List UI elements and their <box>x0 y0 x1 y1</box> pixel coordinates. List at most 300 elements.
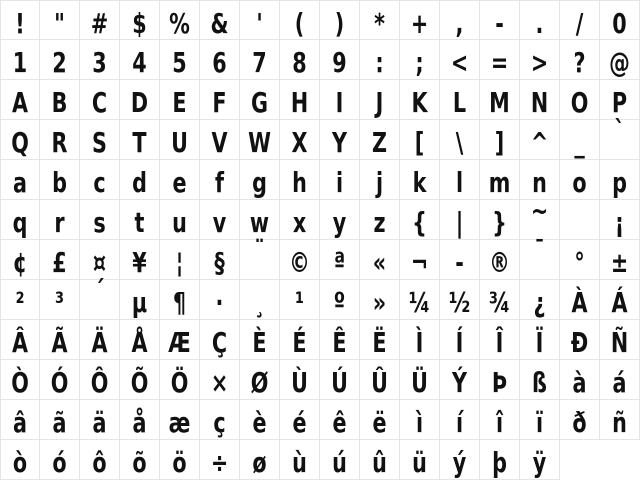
glyph-char: X <box>291 126 308 159</box>
glyph-char: 9 <box>332 46 347 79</box>
glyph-char: v <box>212 206 227 239</box>
glyph-cell[interactable] <box>160 160 200 200</box>
glyph-cell[interactable] <box>320 200 360 240</box>
glyph-cell[interactable] <box>80 400 120 440</box>
glyph-cell[interactable] <box>240 400 280 440</box>
glyph-cell[interactable] <box>280 240 320 280</box>
glyph-cell[interactable] <box>240 440 280 480</box>
glyph-cell[interactable] <box>400 440 440 480</box>
glyph-cell[interactable] <box>120 120 160 160</box>
glyph-cell[interactable] <box>480 240 520 280</box>
glyph-cell[interactable] <box>320 80 360 120</box>
glyph-char: * <box>374 7 385 40</box>
glyph-char: ; <box>415 46 424 79</box>
glyph-cell[interactable] <box>440 360 480 400</box>
glyph-cell[interactable] <box>440 120 480 160</box>
glyph-char: + <box>410 7 429 40</box>
glyph-char: ð <box>572 406 587 439</box>
glyph-cell[interactable] <box>520 440 560 480</box>
glyph-cell[interactable] <box>400 240 440 280</box>
glyph-cell[interactable] <box>240 80 280 120</box>
glyph-cell[interactable] <box>600 280 640 320</box>
glyph-char: Î <box>495 326 504 359</box>
glyph-cell[interactable] <box>80 40 120 80</box>
glyph-cell[interactable] <box>80 0 120 40</box>
glyph-cell[interactable] <box>440 200 480 240</box>
glyph-cell[interactable] <box>120 320 160 360</box>
glyph-cell[interactable] <box>40 40 80 80</box>
glyph-char: ³ <box>54 286 65 319</box>
glyph-cell[interactable] <box>80 120 120 160</box>
glyph-char: / <box>575 7 584 40</box>
glyph-char: Ë <box>372 326 387 359</box>
glyph-cell[interactable] <box>480 320 520 360</box>
glyph-char: Ù <box>291 366 308 399</box>
glyph-cell[interactable] <box>360 120 400 160</box>
glyph-cell[interactable] <box>520 360 560 400</box>
glyph-char: ñ <box>612 406 627 439</box>
glyph-cell[interactable] <box>440 40 480 80</box>
glyph-char: K <box>411 86 428 119</box>
glyph-cell[interactable] <box>0 200 40 240</box>
glyph-cell[interactable] <box>160 360 200 400</box>
glyph-char: m <box>488 166 511 199</box>
glyph-char: ÷ <box>210 446 229 479</box>
glyph-cell[interactable] <box>240 234 280 280</box>
glyph-cell[interactable] <box>280 160 320 200</box>
glyph-cell[interactable] <box>280 120 320 160</box>
glyph-char: [ <box>414 126 425 159</box>
glyph-cell[interactable] <box>360 200 400 240</box>
glyph-cell[interactable] <box>320 440 360 480</box>
glyph-cell[interactable] <box>200 400 240 440</box>
glyph-char: ù <box>292 446 307 479</box>
glyph-char: ¯ <box>534 234 545 267</box>
glyph-cell[interactable] <box>80 440 120 480</box>
glyph-cell[interactable] <box>160 240 200 280</box>
glyph-char: · <box>215 286 224 319</box>
glyph-char: Ö <box>170 366 189 399</box>
glyph-cell[interactable] <box>400 160 440 200</box>
glyph-cell[interactable] <box>520 234 560 280</box>
glyph-char: â <box>13 406 27 439</box>
glyph-char: à <box>572 366 587 399</box>
glyph-cell[interactable] <box>360 160 400 200</box>
glyph-cell[interactable] <box>560 400 600 440</box>
glyph-cell[interactable] <box>160 200 200 240</box>
glyph-cell[interactable] <box>280 400 320 440</box>
glyph-cell[interactable] <box>0 240 40 280</box>
glyph-cell[interactable] <box>600 160 640 200</box>
glyph-cell[interactable] <box>360 80 400 120</box>
glyph-char: W <box>248 126 271 159</box>
glyph-char: º <box>333 286 346 319</box>
glyph-cell[interactable] <box>520 40 560 80</box>
glyph-char: Ã <box>51 326 68 359</box>
glyph-cell[interactable] <box>320 240 360 280</box>
glyph-char: ¬ <box>410 246 429 279</box>
glyph-cell[interactable] <box>400 280 440 320</box>
glyph-cell[interactable] <box>560 280 600 320</box>
glyph-cell[interactable] <box>200 240 240 280</box>
glyph-cell[interactable] <box>200 360 240 400</box>
glyph-cell[interactable] <box>320 160 360 200</box>
glyph-char: ã <box>52 406 67 439</box>
glyph-char: 7 <box>252 46 267 79</box>
glyph-cell[interactable] <box>200 320 240 360</box>
glyph-char: N <box>530 86 549 119</box>
glyph-char: é <box>292 406 307 439</box>
glyph-cell[interactable] <box>520 320 560 360</box>
glyph-cell[interactable] <box>280 200 320 240</box>
glyph-cell[interactable] <box>120 0 160 40</box>
glyph-cell[interactable] <box>0 400 40 440</box>
glyph-char: f <box>214 166 225 199</box>
glyph-char: × <box>210 366 229 399</box>
glyph-char: ¢ <box>12 246 28 279</box>
glyph-cell[interactable] <box>480 160 520 200</box>
glyph-char: o <box>572 166 587 199</box>
glyph-cell[interactable] <box>320 0 360 40</box>
glyph-cell[interactable] <box>560 200 600 240</box>
glyph-cell[interactable] <box>440 160 480 200</box>
glyph-cell[interactable] <box>200 0 240 40</box>
glyph-char: J <box>375 86 384 119</box>
glyph-cell[interactable] <box>200 160 240 200</box>
glyph-cell[interactable] <box>320 120 360 160</box>
glyph-char: ò <box>12 446 28 479</box>
glyph-cell[interactable] <box>440 240 480 280</box>
glyph-char: . <box>535 7 544 40</box>
glyph-char: Q <box>11 126 29 159</box>
glyph-char: ¶ <box>172 286 187 319</box>
glyph-cell[interactable] <box>360 360 400 400</box>
glyph-cell[interactable] <box>40 200 80 240</box>
glyph-char: x <box>292 206 307 239</box>
glyph-cell[interactable] <box>320 40 360 80</box>
glyph-cell[interactable] <box>560 40 600 80</box>
glyph-char: z <box>373 206 386 239</box>
glyph-char: q <box>12 206 28 239</box>
glyph-cell[interactable] <box>80 274 120 320</box>
glyph-cell[interactable] <box>280 440 320 480</box>
glyph-char: Û <box>371 366 388 399</box>
glyph-cell[interactable] <box>480 0 520 40</box>
glyph-char: { <box>412 206 427 239</box>
glyph-cell[interactable] <box>120 360 160 400</box>
glyph-cell[interactable] <box>200 40 240 80</box>
glyph-cell[interactable] <box>0 0 40 40</box>
glyph-cell[interactable] <box>280 80 320 120</box>
glyph-cell[interactable] <box>600 200 640 240</box>
glyph-cell[interactable] <box>80 360 120 400</box>
glyph-cell[interactable] <box>400 320 440 360</box>
glyph-cell[interactable] <box>80 160 120 200</box>
glyph-char: 0 <box>612 7 627 40</box>
glyph-cell[interactable] <box>160 0 200 40</box>
glyph-cell[interactable] <box>200 280 240 320</box>
glyph-char: & <box>210 7 229 40</box>
glyph-cell[interactable] <box>40 80 80 120</box>
glyph-cell[interactable] <box>480 360 520 400</box>
glyph-char: E <box>172 86 187 119</box>
glyph-cell[interactable] <box>520 0 560 40</box>
glyph-cell[interactable] <box>40 0 80 40</box>
glyph-cell[interactable] <box>0 40 40 80</box>
glyph-char: s <box>93 206 106 239</box>
glyph-cell[interactable] <box>480 280 520 320</box>
glyph-char: © <box>289 246 310 279</box>
glyph-cell[interactable] <box>560 80 600 120</box>
glyph-cell[interactable] <box>120 400 160 440</box>
glyph-cell[interactable] <box>440 400 480 440</box>
glyph-cell[interactable] <box>360 40 400 80</box>
glyph-cell[interactable] <box>240 160 280 200</box>
glyph-cell[interactable] <box>600 240 640 280</box>
glyph-char: Â <box>11 326 29 359</box>
glyph-cell[interactable] <box>440 0 480 40</box>
glyph-cell[interactable] <box>120 80 160 120</box>
glyph-cell[interactable] <box>480 200 520 240</box>
glyph-char: ø <box>252 446 267 479</box>
glyph-char: H <box>290 86 309 119</box>
glyph-cell[interactable] <box>200 200 240 240</box>
glyph-cell[interactable] <box>0 120 40 160</box>
glyph-char: ½ <box>448 286 471 319</box>
glyph-char: ó <box>52 446 67 479</box>
glyph-char: ü <box>412 446 427 479</box>
glyph-char: y <box>332 206 347 239</box>
glyph-cell[interactable] <box>440 280 480 320</box>
glyph-char: Ø <box>250 366 269 399</box>
glyph-char: i <box>335 166 344 199</box>
glyph-cell[interactable] <box>400 40 440 80</box>
glyph-char: - <box>495 7 504 40</box>
glyph-cell[interactable] <box>40 320 80 360</box>
glyph-cell[interactable] <box>560 440 600 480</box>
glyph-char: ÿ <box>532 446 547 479</box>
glyph-cell[interactable] <box>360 320 400 360</box>
glyph-cell[interactable] <box>160 440 200 480</box>
glyph-cell[interactable] <box>0 280 40 320</box>
glyph-cell[interactable] <box>200 120 240 160</box>
glyph-char: Ó <box>50 366 69 399</box>
glyph-char: O <box>570 86 589 119</box>
glyph-cell[interactable] <box>560 120 600 160</box>
glyph-char: ® <box>489 246 510 279</box>
glyph-cell[interactable] <box>280 0 320 40</box>
glyph-cell[interactable] <box>0 80 40 120</box>
glyph-cell[interactable] <box>160 120 200 160</box>
glyph-cell[interactable] <box>120 240 160 280</box>
glyph-cell[interactable] <box>360 0 400 40</box>
glyph-cell[interactable] <box>120 280 160 320</box>
glyph-cell[interactable] <box>600 400 640 440</box>
glyph-char: Ç <box>211 326 228 359</box>
glyph-cell[interactable] <box>600 40 640 80</box>
glyph-char: ¤ <box>92 246 107 279</box>
glyph-cell[interactable] <box>600 360 640 400</box>
glyph-cell[interactable] <box>40 400 80 440</box>
glyph-char: ± <box>610 246 629 279</box>
glyph-cell[interactable] <box>0 320 40 360</box>
glyph-cell[interactable] <box>120 160 160 200</box>
glyph-char: " <box>54 7 65 40</box>
glyph-char: ª <box>333 246 346 279</box>
glyph-char: k <box>412 166 427 199</box>
glyph-cell[interactable] <box>440 440 480 480</box>
glyph-char: å <box>132 406 147 439</box>
glyph-cell[interactable] <box>80 200 120 240</box>
glyph-char: p <box>612 166 627 199</box>
glyph-cell[interactable] <box>160 400 200 440</box>
glyph-cell[interactable] <box>520 80 560 120</box>
glyph-cell[interactable] <box>600 320 640 360</box>
glyph-cell[interactable] <box>400 200 440 240</box>
glyph-cell[interactable] <box>520 280 560 320</box>
glyph-char: ç <box>213 406 226 439</box>
glyph-cell[interactable] <box>240 120 280 160</box>
glyph-cell[interactable] <box>480 120 520 160</box>
glyph-cell[interactable] <box>520 120 560 160</box>
glyph-char: T <box>132 126 147 159</box>
glyph-cell[interactable] <box>560 0 600 40</box>
glyph-char: M <box>489 86 510 119</box>
glyph-char: » <box>372 286 387 319</box>
glyph-char: § <box>214 246 225 279</box>
glyph-char: w <box>249 206 270 239</box>
glyph-cell[interactable] <box>120 440 160 480</box>
glyph-cell[interactable] <box>480 440 520 480</box>
glyph-cell[interactable] <box>160 280 200 320</box>
glyph-cell[interactable] <box>360 280 400 320</box>
glyph-char: « <box>372 246 387 279</box>
glyph-cell[interactable] <box>400 80 440 120</box>
glyph-cell[interactable] <box>320 400 360 440</box>
glyph-char: Ñ <box>610 326 629 359</box>
glyph-cell[interactable] <box>40 120 80 160</box>
glyph-cell[interactable] <box>320 320 360 360</box>
glyph-cell[interactable] <box>360 400 400 440</box>
glyph-char: ï <box>535 406 544 439</box>
glyph-cell[interactable] <box>360 240 400 280</box>
glyph-char: ý <box>452 446 467 479</box>
glyph-cell[interactable] <box>600 114 640 160</box>
glyph-char: ° <box>574 246 585 279</box>
glyph-cell[interactable] <box>160 40 200 80</box>
glyph-char: Õ <box>130 366 149 399</box>
glyph-cell[interactable] <box>280 280 320 320</box>
glyph-cell[interactable] <box>280 320 320 360</box>
glyph-cell[interactable] <box>160 320 200 360</box>
glyph-cell[interactable] <box>240 40 280 80</box>
glyph-char: F <box>212 86 227 119</box>
glyph-cell[interactable] <box>80 320 120 360</box>
glyph-cell[interactable] <box>40 440 80 480</box>
glyph-char: ê <box>332 406 347 439</box>
glyph-cell[interactable] <box>40 160 80 200</box>
glyph-char: g <box>252 166 267 199</box>
glyph-cell[interactable] <box>520 400 560 440</box>
glyph-cell[interactable] <box>480 40 520 80</box>
glyph-cell[interactable] <box>560 160 600 200</box>
glyph-cell[interactable] <box>0 360 40 400</box>
glyph-cell[interactable] <box>120 200 160 240</box>
glyph-char: C <box>91 86 108 119</box>
glyph-cell[interactable] <box>200 440 240 480</box>
glyph-char: Ý <box>451 366 468 399</box>
glyph-cell[interactable] <box>560 240 600 280</box>
glyph-cell[interactable] <box>160 80 200 120</box>
glyph-char: Y <box>331 126 348 159</box>
glyph-cell[interactable] <box>320 280 360 320</box>
glyph-char: ¸ <box>254 286 265 319</box>
glyph-char: I <box>335 86 344 119</box>
glyph-char: P <box>611 86 628 119</box>
glyph-char: - <box>455 246 464 279</box>
glyph-cell[interactable] <box>40 360 80 400</box>
glyph-cell[interactable] <box>400 0 440 40</box>
glyph-char: _ <box>574 126 585 159</box>
glyph-cell[interactable] <box>280 360 320 400</box>
glyph-char: b <box>52 166 67 199</box>
glyph-char: á <box>612 366 627 399</box>
glyph-char: þ <box>492 446 507 479</box>
glyph-char: d <box>132 166 147 199</box>
glyph-char: 8 <box>292 46 307 79</box>
glyph-char: ? <box>573 46 586 79</box>
glyph-cell[interactable] <box>200 80 240 120</box>
glyph-cell[interactable] <box>240 0 280 40</box>
glyph-cell[interactable] <box>40 240 80 280</box>
glyph-cell[interactable] <box>280 40 320 80</box>
glyph-cell[interactable] <box>0 160 40 200</box>
glyph-char: j <box>375 166 384 199</box>
glyph-cell[interactable] <box>600 0 640 40</box>
glyph-cell[interactable] <box>560 360 600 400</box>
glyph-cell[interactable] <box>360 440 400 480</box>
glyph-cell[interactable] <box>440 80 480 120</box>
glyph-cell[interactable] <box>240 280 280 320</box>
glyph-char: D <box>130 86 149 119</box>
glyph-cell[interactable] <box>40 280 80 320</box>
glyph-cell[interactable] <box>400 360 440 400</box>
glyph-cell[interactable] <box>240 360 280 400</box>
glyph-cell[interactable] <box>440 320 480 360</box>
glyph-char: û <box>372 446 387 479</box>
glyph-cell[interactable] <box>240 320 280 360</box>
glyph-cell[interactable] <box>80 80 120 120</box>
glyph-cell[interactable] <box>560 320 600 360</box>
glyph-cell[interactable] <box>480 400 520 440</box>
glyph-char: æ <box>168 406 191 439</box>
glyph-char: R <box>51 126 68 159</box>
glyph-char: ] <box>494 126 505 159</box>
glyph-cell[interactable] <box>600 440 640 480</box>
glyph-char: ( <box>294 7 305 40</box>
glyph-cell[interactable] <box>480 80 520 120</box>
glyph-char: ä <box>92 406 107 439</box>
glyph-cell[interactable] <box>120 40 160 80</box>
glyph-cell[interactable] <box>320 360 360 400</box>
glyph-char: l <box>455 166 464 199</box>
glyph-char: # <box>90 7 109 40</box>
glyph-char: Ï <box>535 326 544 359</box>
glyph-cell[interactable] <box>400 400 440 440</box>
glyph-cell[interactable] <box>0 440 40 480</box>
glyph-char: Ä <box>91 326 108 359</box>
glyph-cell[interactable] <box>400 120 440 160</box>
